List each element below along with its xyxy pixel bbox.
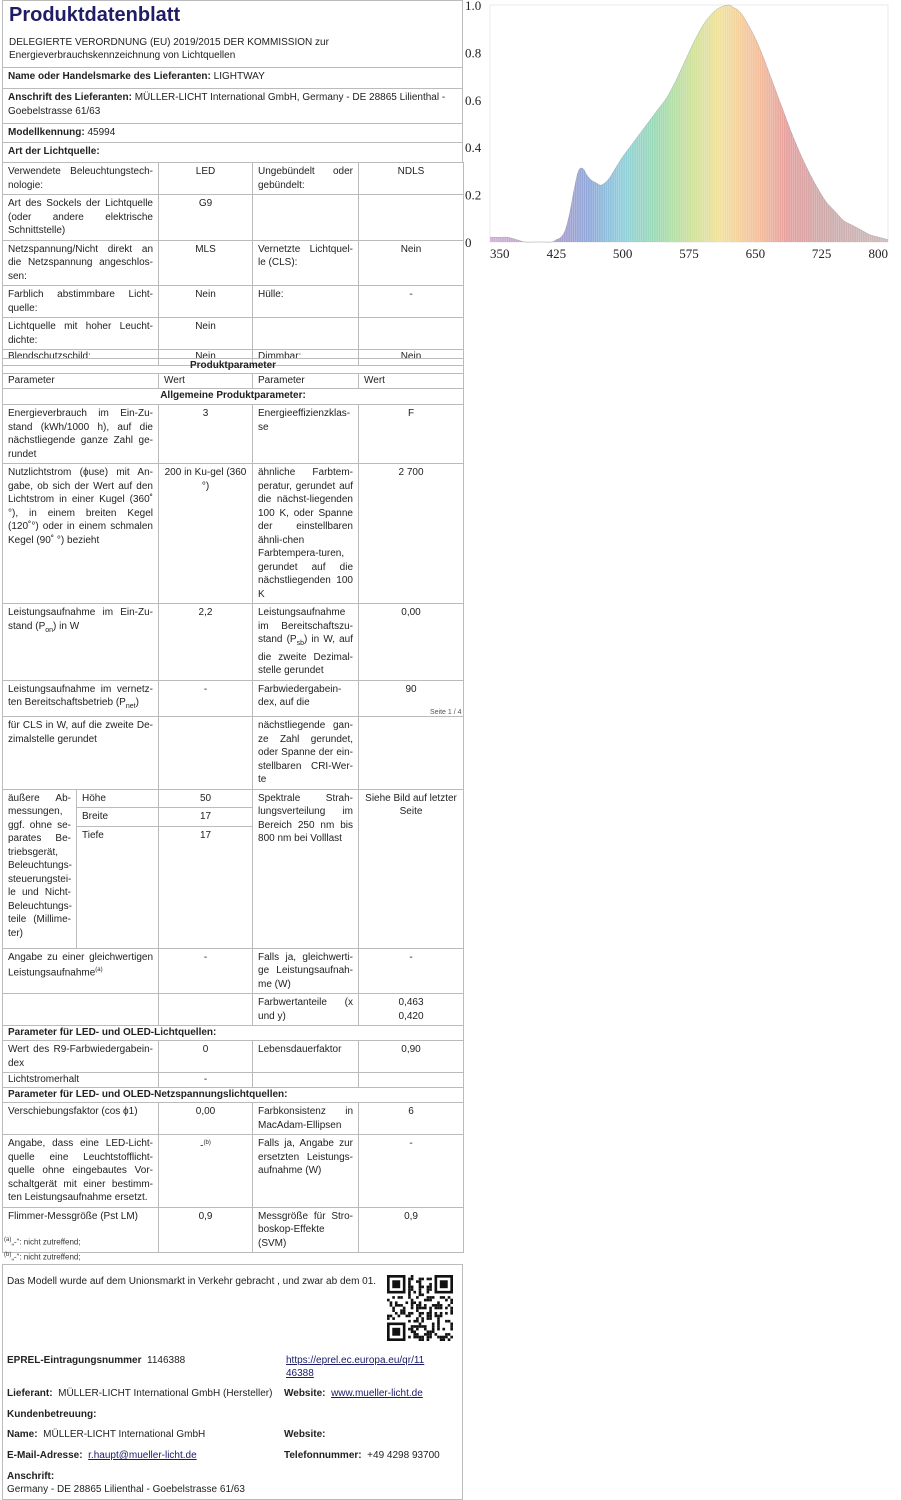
- table-row: [3, 680, 464, 716]
- regulation-text: DELEGIERTE VERORDNUNG (EU) 2019/2015 DER KOMMISSION zur Energieverbrauchskennzeichnung von Lichtquellen: [9, 37, 329, 61]
- cri-label: Farbwiedergabein-dex, auf die: [253, 680, 359, 716]
- ls-param-label: Lichtquelle mit hoher Leucht-dichte:: [3, 318, 159, 350]
- cos-phi-label: Verschiebungsfaktor (cos ϕ1): [3, 1103, 159, 1135]
- eprel-link[interactable]: https://eprel.ec.europa.eu/qr/11 46388: [286, 1355, 425, 1379]
- ls-param2-label: Hülle:: [253, 286, 359, 318]
- x-tick-label: 500: [612, 246, 633, 261]
- ls-param2-label: Dimmbar:: [253, 350, 359, 366]
- dim-depth-label: Tiefe: [77, 826, 159, 948]
- model-value: 45994: [87, 127, 116, 138]
- ls-param-value: Nein: [159, 318, 253, 350]
- equivalent-power-value: -: [159, 948, 253, 994]
- replacement-2-value: -: [359, 1135, 464, 1208]
- customer-service-label: Kundenbetreuung:: [7, 1409, 97, 1420]
- cri-value: 90: [359, 680, 464, 716]
- x-tick-label: 725: [811, 246, 832, 261]
- ls-param2-value: Nein: [359, 240, 464, 286]
- led-params-header-row: [3, 1026, 464, 1041]
- table-row: [3, 789, 464, 808]
- color-temperature-value: 2 700: [359, 464, 464, 604]
- replacement-label: Angabe, dass eine LED-Licht-quelle eine Leuchtstofflicht-quelle ohne eingebautes Vor-schaltgerät mit einer bestimm-ten Leistungsaufnahme ersetzt.: [3, 1135, 159, 1208]
- general-params-header-row: [3, 389, 464, 405]
- ls-param-label: Farblich abstimmbare Licht-quelle:: [3, 286, 159, 318]
- replacement-value: -$^{(b)}$: [159, 1135, 253, 1208]
- equivalent-power-label: Angabe zu einer gleichwertigen Leistungsaufnahme$^{(a)}$: [3, 948, 159, 994]
- ls-param-value: Nein: [159, 286, 253, 318]
- address-footer-row: Anschrift: Germany - DE 28865 Lilienthal - Goebelstrasse 61/63: [7, 1471, 245, 1495]
- networked-standby-value: -: [159, 680, 253, 716]
- product-params-continued-table: [2, 716, 464, 1253]
- flicker-value: 0,9: [159, 1207, 253, 1253]
- replacement-2-label: Falls ja, Angabe zur ersetzten Leistungs-aufnahme (W): [253, 1135, 359, 1208]
- table-row: [3, 1073, 464, 1088]
- equivalent-power-2-label: Falls ja, gleichwerti-ge Leistungsaufnah-me (W): [253, 948, 359, 994]
- eprel-row: EPREL-Eintragungsnummer 1146388: [7, 1355, 186, 1366]
- survival-factor-value: 0,90: [359, 1041, 464, 1073]
- ls-param-value: G9: [159, 195, 253, 241]
- email-link[interactable]: r.haupt@mueller-licht.de: [88, 1450, 197, 1461]
- x-tick-label: 425: [546, 246, 567, 261]
- table-row: [3, 318, 464, 350]
- networked-standby-label-cont: für CLS in W, auf die zweite De-zimalstelle gerundet: [3, 717, 159, 790]
- table-row: [3, 405, 464, 464]
- ls-param2-label: [253, 195, 359, 241]
- stroboscopic-label: Messgröße für Stro-boskop-Effekte (SVM): [253, 1207, 359, 1253]
- col-header-param-1: Parameter: [3, 374, 159, 389]
- networked-standby-label: Leistungsaufnahme im vernetz-ten Bereitschaftsbetrieb $(P_{net})$: [3, 680, 159, 716]
- table-row: [3, 717, 464, 790]
- spectral-label: Spektrale Strah-lungsverteilung im Bereich 250 nm bis 800 nm bei Volllast: [253, 789, 359, 948]
- ls-param2-value: [359, 318, 464, 350]
- dim-height-label: Höhe: [77, 789, 159, 808]
- column-header-row: [3, 374, 464, 389]
- table-row: [3, 286, 464, 318]
- spectral-value: Siehe Bild auf letzter Seite: [359, 789, 464, 948]
- col-header-value-1: Wert: [159, 374, 253, 389]
- ls-param2-label: [253, 318, 359, 350]
- general-params-header: Allgemeine Produktparameter:: [3, 389, 464, 405]
- chromaticity-value: 0,463 0,420: [359, 994, 464, 1026]
- x-tick-label: 650: [745, 246, 766, 261]
- ls-param-value: LED: [159, 163, 253, 195]
- ls-param2-value: [359, 195, 464, 241]
- footnote-a: $^{(a)}$„-“: nicht zutreffend;: [4, 1237, 81, 1247]
- website-row: Website: www.mueller-licht.de: [284, 1388, 423, 1399]
- product-params-header: Produktparameter: [3, 359, 464, 374]
- lumen-maintenance-value: -: [159, 1073, 253, 1088]
- ls-param2-value: -: [359, 286, 464, 318]
- supplier-name-row: [2, 67, 463, 88]
- table-row: [3, 1103, 464, 1135]
- ls-param-label: Art des Sockels der Lichtquelle (oder andere elektrische Schnittstelle): [3, 195, 159, 241]
- light-source-header-row: [2, 142, 463, 162]
- lumen-maintenance-label: Lichtstromerhalt: [3, 1073, 159, 1088]
- phone-row: Telefonnummer: +49 4298 93700: [284, 1450, 440, 1461]
- y-tick-label: 0: [465, 235, 472, 250]
- product-params-header-row: [3, 359, 464, 374]
- energy-consumption-label: Energieverbrauch im Ein-Zu-stand (kWh/1000 h), auf die nächstliegende ganze Zahl ge-rundet: [3, 405, 159, 464]
- ls-param2-label: Ungebündelt oder gebündelt:: [253, 163, 359, 195]
- supplier-name-label: Name oder Handelsmarke des Lieferanten:: [8, 71, 211, 82]
- col-header-value-2: Wert: [359, 374, 464, 389]
- flicker-label: Flimmer-Messgröße (Pst LM): [3, 1207, 159, 1253]
- supplier-address-label: Anschrift des Lieferanten:: [8, 92, 132, 103]
- ls-param-value: MLS: [159, 240, 253, 286]
- table-row: [3, 464, 464, 604]
- dim-depth-value: 17: [159, 826, 253, 948]
- power-on-label: Leistungsaufnahme im Ein-Zu-stand $(P_{on})$ in W: [3, 604, 159, 681]
- macadam-value: 6: [359, 1103, 464, 1135]
- dim-width-value: 17: [159, 808, 253, 827]
- product-params-table: [2, 358, 464, 717]
- luminous-flux-label: Nutzlichtstrom (ϕuse) mit An-gabe, ob sich der Wert auf den Lichtstrom in einer Kugel (360˚ °), in einem breiten Kegel (120˚°) oder in einem schmalen Kegel (90˚ °) bezieht: [3, 464, 159, 604]
- ls-param-value: Nein: [159, 350, 253, 366]
- ls-param2-label: Vernetzte Lichtquel-le (CLS):: [253, 240, 359, 286]
- supplier-section: [2, 67, 463, 162]
- x-axis-ticks: [490, 246, 888, 261]
- r9-label: Wert des R9-Farbwiedergabein-dex: [3, 1041, 159, 1073]
- table-row: [3, 994, 464, 1026]
- document-title: Produktdatenblatt: [9, 4, 181, 26]
- survival-factor-label: Lebensdauerfaktor: [253, 1041, 359, 1073]
- table-row: [3, 163, 464, 195]
- x-tick-label: 575: [679, 246, 699, 261]
- y-axis-ticks: [465, 0, 482, 250]
- col-header-param-2: Parameter: [253, 374, 359, 389]
- page-number: Seite 1 / 4: [430, 709, 462, 716]
- email-row: E-Mail-Adresse: r.haupt@mueller-licht.de: [7, 1450, 197, 1461]
- supplier-footer-row: Lieferant: MÜLLER-LICHT International GmbH (Hersteller): [7, 1388, 273, 1399]
- luminous-flux-value: 200 in Ku-gel (360 °): [159, 464, 253, 604]
- y-tick-label: 0.4: [465, 140, 482, 156]
- table-row: [3, 1135, 464, 1208]
- dimensions-label: äußere Ab-messungen, ggf. ohne se-parates Be-triebsgerät, Beleuchtungs-steuerungstei-le und Nicht-Beleuchtungs-teile (Millime-ter): [3, 789, 77, 948]
- chromaticity-label: Farbwertanteile (x und y): [253, 994, 359, 1026]
- model-row: [2, 123, 463, 142]
- table-row: [3, 948, 464, 994]
- dim-height-value: 50: [159, 789, 253, 808]
- supplier-name-value: LIGHTWAY: [213, 71, 265, 82]
- standby-power-label: Leistungsaufnahme im Bereitschaftszu-stand $(P_{sb})$ in W, auf die zweite Dezimal-stelle gerundet: [253, 604, 359, 681]
- website-link[interactable]: www.mueller-licht.de: [331, 1388, 423, 1399]
- color-temperature-label: ähnliche Farbtem-peratur, gerundet auf die nächst-liegenden 100 K, oder Spanne der einstellbaren ähnli-chen Farbtempera-turen, gerundet auf die nächstliegenden 100 K: [253, 464, 359, 604]
- light-source-header: Art der Lichtquelle:: [8, 146, 100, 157]
- table-row: [3, 604, 464, 681]
- service-name-row: Name: MÜLLER-LICHT International GmbH: [7, 1429, 206, 1440]
- light-source-table: [2, 162, 464, 366]
- footnotes: [4, 1234, 81, 1263]
- standby-power-value: 0,00: [359, 604, 464, 681]
- cri-label-cont: nächstliegende gan-ze Zahl gerundet, oder Spanne der ein-stellbaren CRI-Wer-te: [253, 717, 359, 790]
- dim-width-label: Breite: [77, 808, 159, 827]
- ls-param2-value: NDLS: [359, 163, 464, 195]
- macadam-label: Farbkonsistenz in MacAdam-Ellipsen: [253, 1103, 359, 1135]
- y-tick-label: 1.0: [465, 0, 482, 13]
- market-date-text: Das Modell wurde auf dem Unionsmarkt in Verkehr gebracht , und zwar ab dem 01.: [7, 1276, 377, 1287]
- energy-consumption-value: 3: [159, 405, 253, 464]
- qr-code-icon[interactable]: [387, 1275, 453, 1341]
- empty-cell: [159, 994, 253, 1026]
- x-tick-label: 800: [868, 246, 888, 261]
- empty-cell: [159, 717, 253, 790]
- footnote-b: $^{(b)}$„-“: nicht zutreffend;: [4, 1251, 81, 1262]
- energy-class-label: Energieeffizienzklas-se: [253, 405, 359, 464]
- empty-cell: [253, 1073, 359, 1088]
- ls-param-label: Blendschutzschild:: [3, 350, 159, 366]
- y-tick-label: 0.8: [465, 45, 482, 61]
- x-tick-label: 350: [490, 246, 510, 261]
- supplier-address-row: [2, 88, 463, 123]
- y-tick-label: 0.2: [465, 187, 482, 203]
- r9-value: 0: [159, 1041, 253, 1073]
- empty-cell: [3, 994, 159, 1026]
- footer-info: [2, 1264, 463, 1500]
- ls-param-label: Netzspannung/Nicht direkt an die Netzspannung angeschlos-sen:: [3, 240, 159, 286]
- led-params-header: Parameter für LED- und OLED-Lichtquellen:: [3, 1026, 464, 1041]
- spectral-distribution-chart: [463, 0, 901, 270]
- mains-params-header-row: [3, 1088, 464, 1103]
- equivalent-power-2-value: -: [359, 948, 464, 994]
- service-website-row: Website:: [284, 1429, 326, 1440]
- energy-class-value: F: [359, 405, 464, 464]
- model-label: Modellkennung:: [8, 127, 85, 138]
- power-on-value: 2,2: [159, 604, 253, 681]
- spectrum-lines: [491, 5, 887, 242]
- stroboscopic-value: 0,9: [359, 1207, 464, 1253]
- title-box: [2, 0, 463, 67]
- cos-phi-value: 0,00: [159, 1103, 253, 1135]
- mains-params-header: Parameter für LED- und OLED-Netzspannungslichtquellen:: [3, 1088, 464, 1103]
- ls-param2-value: Nein: [359, 350, 464, 366]
- table-row: [3, 240, 464, 286]
- empty-cell: [359, 717, 464, 790]
- ls-param-label: Verwendete Beleuchtungstech-nologie:: [3, 163, 159, 195]
- supplier-address-value: MÜLLER-LICHT International GmbH, Germany - DE 28865 Lilienthal - Goebelstrasse 61/63: [8, 92, 446, 117]
- empty-cell: [359, 1073, 464, 1088]
- table-row: [3, 1041, 464, 1073]
- table-row: [3, 195, 464, 241]
- y-tick-label: 0.6: [465, 92, 482, 108]
